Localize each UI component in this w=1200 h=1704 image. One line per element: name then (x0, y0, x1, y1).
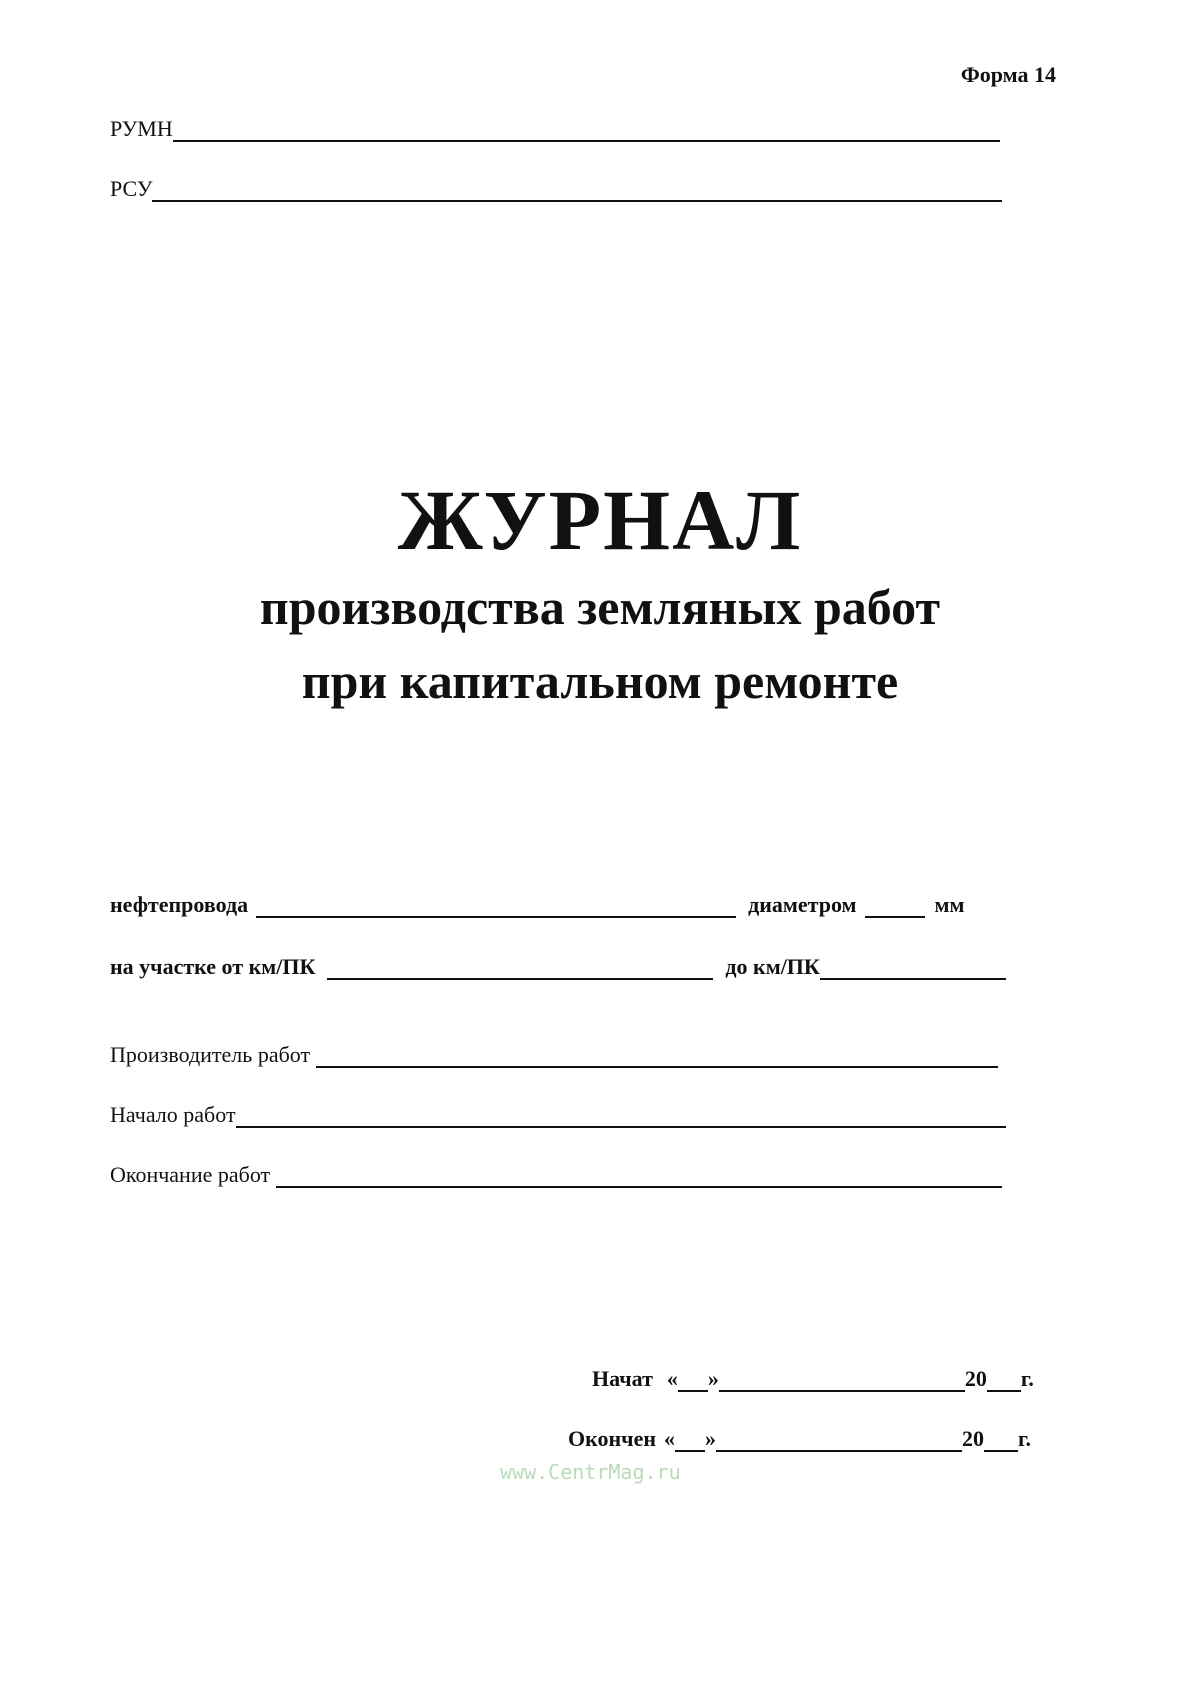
close-quote: » (707, 1366, 719, 1391)
started-month-field[interactable] (719, 1368, 965, 1392)
finished-label: Окончен (568, 1426, 657, 1451)
started-row (592, 1368, 1034, 1392)
finished-year-field[interactable] (984, 1428, 1018, 1452)
open-quote: « (666, 1366, 678, 1391)
watermark-text: www.CentrMag.ru (500, 1460, 681, 1484)
form-number: Форма 14 (960, 62, 1056, 87)
foreman-field[interactable] (316, 1044, 998, 1068)
year-suffix: г. (1018, 1426, 1032, 1451)
foreman-label: Производитель работ (110, 1042, 311, 1067)
finished-row (568, 1428, 1031, 1452)
pipeline-field[interactable] (256, 894, 736, 918)
rumn-row (110, 118, 1000, 142)
rumn-label: РУМН (110, 116, 173, 141)
pipeline-label: нефтепровода (110, 892, 249, 917)
diameter-unit: мм (934, 892, 965, 917)
foreman-row (110, 1044, 998, 1068)
pipeline-row (110, 894, 1010, 918)
section-to-label: до км/ПК (725, 954, 820, 979)
open-quote: « (664, 1426, 676, 1451)
start-label: Начало работ (110, 1102, 236, 1127)
started-label: Начат (592, 1366, 653, 1391)
section-to-field[interactable] (820, 956, 1006, 980)
year-prefix: 20 (962, 1426, 985, 1451)
end-row (110, 1164, 1002, 1188)
end-label: Окончание работ (110, 1162, 271, 1187)
diameter-field[interactable] (865, 894, 925, 918)
rumn-field[interactable] (173, 118, 1000, 142)
section-from-label: на участке от км/ПК (110, 954, 316, 979)
year-prefix: 20 (964, 1366, 987, 1391)
rsu-field[interactable] (152, 178, 1002, 202)
close-quote: » (705, 1426, 717, 1451)
finished-month-field[interactable] (716, 1428, 962, 1452)
journal-subtitle-line2: при капитальном ремонте (301, 653, 899, 709)
end-field[interactable] (276, 1164, 1002, 1188)
journal-title: ЖУРНАЛ (397, 472, 803, 568)
started-day-field[interactable] (678, 1368, 708, 1392)
section-row (110, 956, 1006, 980)
rsu-row (110, 178, 1002, 202)
diameter-label: диаметром (748, 892, 857, 917)
finished-day-field[interactable] (675, 1428, 705, 1452)
journal-subtitle-line1: производства земляных работ (259, 579, 941, 635)
year-suffix: г. (1020, 1366, 1034, 1391)
rsu-label: РСУ (110, 176, 153, 201)
start-field[interactable] (236, 1104, 1006, 1128)
section-from-field[interactable] (327, 956, 713, 980)
start-row (110, 1104, 1006, 1128)
started-year-field[interactable] (987, 1368, 1021, 1392)
